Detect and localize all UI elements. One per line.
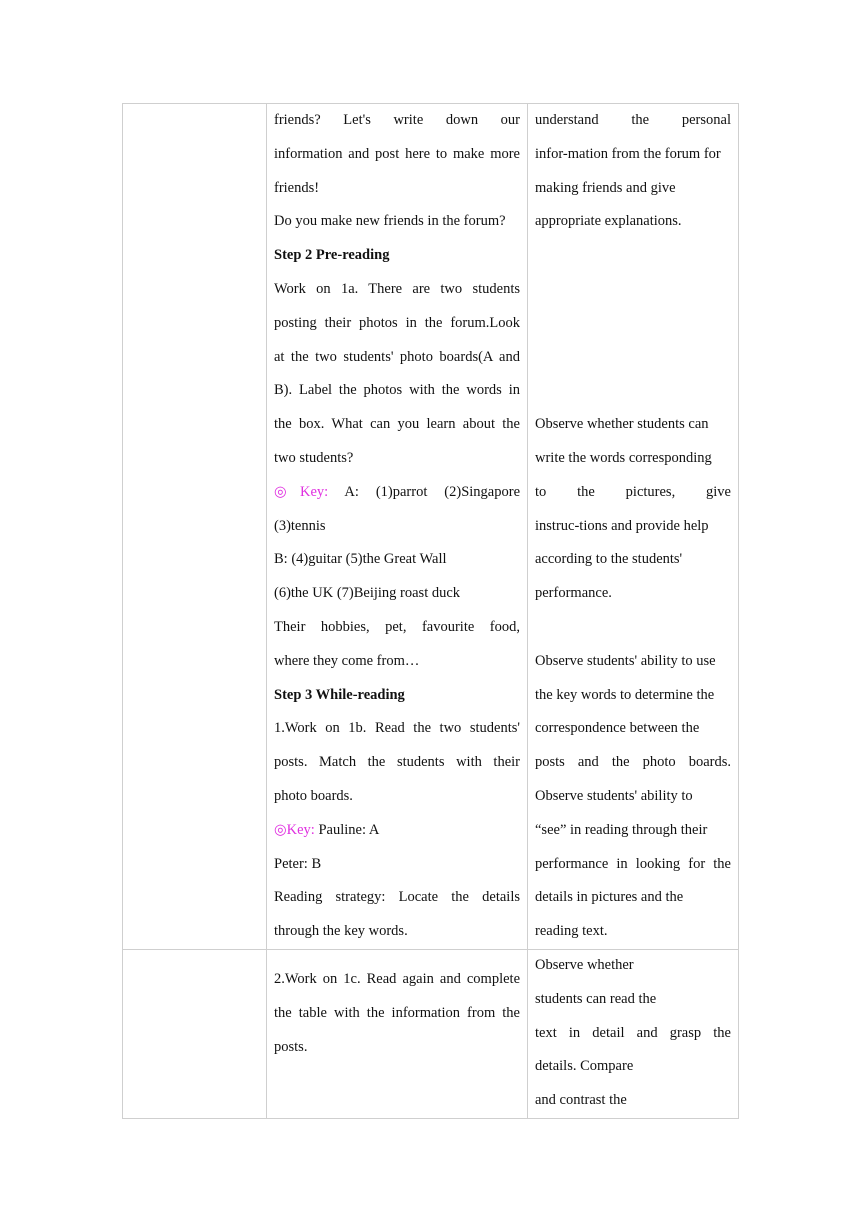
text-line xyxy=(274,172,520,206)
text-line xyxy=(274,408,520,442)
text-line xyxy=(274,915,520,949)
text-content: B: (4)guitar (5)the Great Wall xyxy=(274,551,447,568)
text-line xyxy=(274,611,520,645)
text-line xyxy=(274,307,520,341)
text-line xyxy=(535,949,731,983)
text-content: Reading strategy: Locate the details xyxy=(274,889,520,906)
text-content: Work on 1a. There are two students xyxy=(274,280,520,297)
text-content: performance in looking for the xyxy=(535,855,731,872)
text-content: 1.Work on 1b. Read the two students' xyxy=(274,720,520,737)
text-content: Step 3 While-reading xyxy=(274,686,405,703)
text-content: and contrast the xyxy=(535,1092,627,1109)
text-line xyxy=(274,374,520,408)
text-line xyxy=(535,577,731,611)
key-label: ◎Key: xyxy=(274,483,329,500)
text-line xyxy=(274,577,520,611)
text-content: according to the students' xyxy=(535,551,683,568)
text-content: making friends and give xyxy=(535,179,676,196)
text-content: the key words to determine the xyxy=(535,686,715,703)
text-line xyxy=(535,239,731,273)
text-content: “see” in reading through their xyxy=(535,821,708,838)
text-line xyxy=(274,848,520,882)
text-content: the table with the information from the xyxy=(274,1004,520,1021)
text-content: Observe students' ability to xyxy=(535,787,693,804)
text-line xyxy=(274,341,520,375)
text-content: at the two students' photo boards(A and xyxy=(274,348,520,365)
text-content: text in detail and grasp the xyxy=(535,1024,731,1041)
text-line xyxy=(535,1084,731,1118)
text-content: 2.Work on 1c. Read again and complete xyxy=(274,971,520,987)
text-line xyxy=(274,645,520,679)
text-line xyxy=(274,442,520,476)
text-content: B). Label the photos with the words in xyxy=(274,382,520,399)
text-content: reading text. xyxy=(535,923,608,940)
step-heading xyxy=(274,239,520,273)
text-line xyxy=(535,679,731,713)
text-line xyxy=(535,848,731,882)
text-content: posts. Match the students with their xyxy=(274,754,520,771)
text-line xyxy=(535,510,731,544)
text-line xyxy=(274,273,520,307)
text-content: students can read the xyxy=(535,990,657,1007)
text-content: friends! xyxy=(274,179,320,196)
text-line xyxy=(535,780,731,814)
text-line xyxy=(535,408,731,442)
text-content: through the key words. xyxy=(274,923,408,940)
text-line xyxy=(535,341,731,375)
text-content: details. Compare xyxy=(535,1058,634,1075)
text-line xyxy=(274,138,520,172)
text-line xyxy=(535,307,731,341)
text-line xyxy=(274,780,520,814)
text-content: correspondence between the xyxy=(535,720,700,737)
empty-cell xyxy=(123,950,267,1119)
table-row xyxy=(123,950,739,1119)
text-content: A: (1)parrot (2)Singapore xyxy=(344,483,520,500)
activity-cell xyxy=(267,950,528,1119)
text-content: information and post here to make more xyxy=(274,145,520,162)
text-content: photo boards. xyxy=(274,787,353,804)
text-line xyxy=(535,881,731,915)
text-line xyxy=(274,997,520,1031)
text-content: (6)the UK (7)Beijing roast duck xyxy=(274,585,461,602)
purpose-text xyxy=(535,104,731,949)
text-content: posts. xyxy=(274,1038,308,1055)
text-line xyxy=(535,645,731,679)
text-content: Observe whether xyxy=(535,957,634,973)
text-content: infor-mation from the forum for xyxy=(535,145,721,162)
empty-cell xyxy=(123,104,267,950)
text-content: performance. xyxy=(535,585,612,602)
text-line xyxy=(535,138,731,172)
purpose-cell xyxy=(528,104,739,950)
text-content: Observe students' ability to use xyxy=(535,652,716,669)
text-line xyxy=(274,104,520,138)
text-line xyxy=(274,963,520,997)
text-line xyxy=(535,915,731,949)
step-heading xyxy=(274,679,520,713)
text-content: the box. What can you learn about the xyxy=(274,416,520,433)
text-line xyxy=(535,814,731,848)
text-content: instruc-tions and provide help xyxy=(535,517,709,534)
text-line xyxy=(535,746,731,780)
text-line xyxy=(535,983,731,1017)
table-row xyxy=(123,104,739,950)
activity-text xyxy=(274,950,520,1064)
text-line xyxy=(535,611,731,645)
text-line xyxy=(535,104,731,138)
text-line xyxy=(274,543,520,577)
text-line xyxy=(274,1031,520,1065)
text-line xyxy=(274,712,520,746)
text-content: posting their photos in the forum.Look xyxy=(274,314,520,331)
text-line xyxy=(274,205,520,239)
text-content: Step 2 Pre-reading xyxy=(274,247,390,264)
purpose-text xyxy=(535,949,731,1118)
text-line xyxy=(535,1017,731,1051)
lesson-plan-table xyxy=(122,103,739,1119)
text-content: appropriate explanations. xyxy=(535,213,682,230)
text-content: two students? xyxy=(274,449,354,466)
activity-text xyxy=(274,104,520,949)
text-line xyxy=(535,1050,731,1084)
text-content: write the words corresponding xyxy=(535,449,712,466)
purpose-cell xyxy=(528,950,739,1119)
text-line xyxy=(274,881,520,915)
text-line xyxy=(274,814,520,848)
text-content: details in pictures and the xyxy=(535,889,684,906)
text-line xyxy=(535,712,731,746)
text-line xyxy=(535,374,731,408)
text-line xyxy=(535,543,731,577)
text-content: to the pictures, give xyxy=(535,483,731,500)
key-label: ◎Key: xyxy=(274,821,315,838)
text-content: Do you make new friends in the forum? xyxy=(274,213,506,230)
activity-cell xyxy=(267,104,528,950)
text-content: (3)tennis xyxy=(274,517,326,534)
text-content: Observe whether students can xyxy=(535,416,709,433)
text-line xyxy=(274,510,520,544)
text-content: where they come from… xyxy=(274,652,420,669)
text-line xyxy=(535,442,731,476)
text-content: Peter: B xyxy=(274,855,322,872)
text-line xyxy=(274,476,520,510)
text-line xyxy=(535,476,731,510)
text-content: posts and the photo boards. xyxy=(535,754,731,771)
text-line xyxy=(535,273,731,307)
text-line xyxy=(535,172,731,206)
text-line xyxy=(274,746,520,780)
text-content: Pauline: A xyxy=(318,821,380,838)
text-content: Their hobbies, pet, favourite food, xyxy=(274,618,520,635)
text-line xyxy=(535,205,731,239)
text-content: understand the personal xyxy=(535,112,731,128)
text-content: friends? Let's write down our xyxy=(274,112,520,128)
